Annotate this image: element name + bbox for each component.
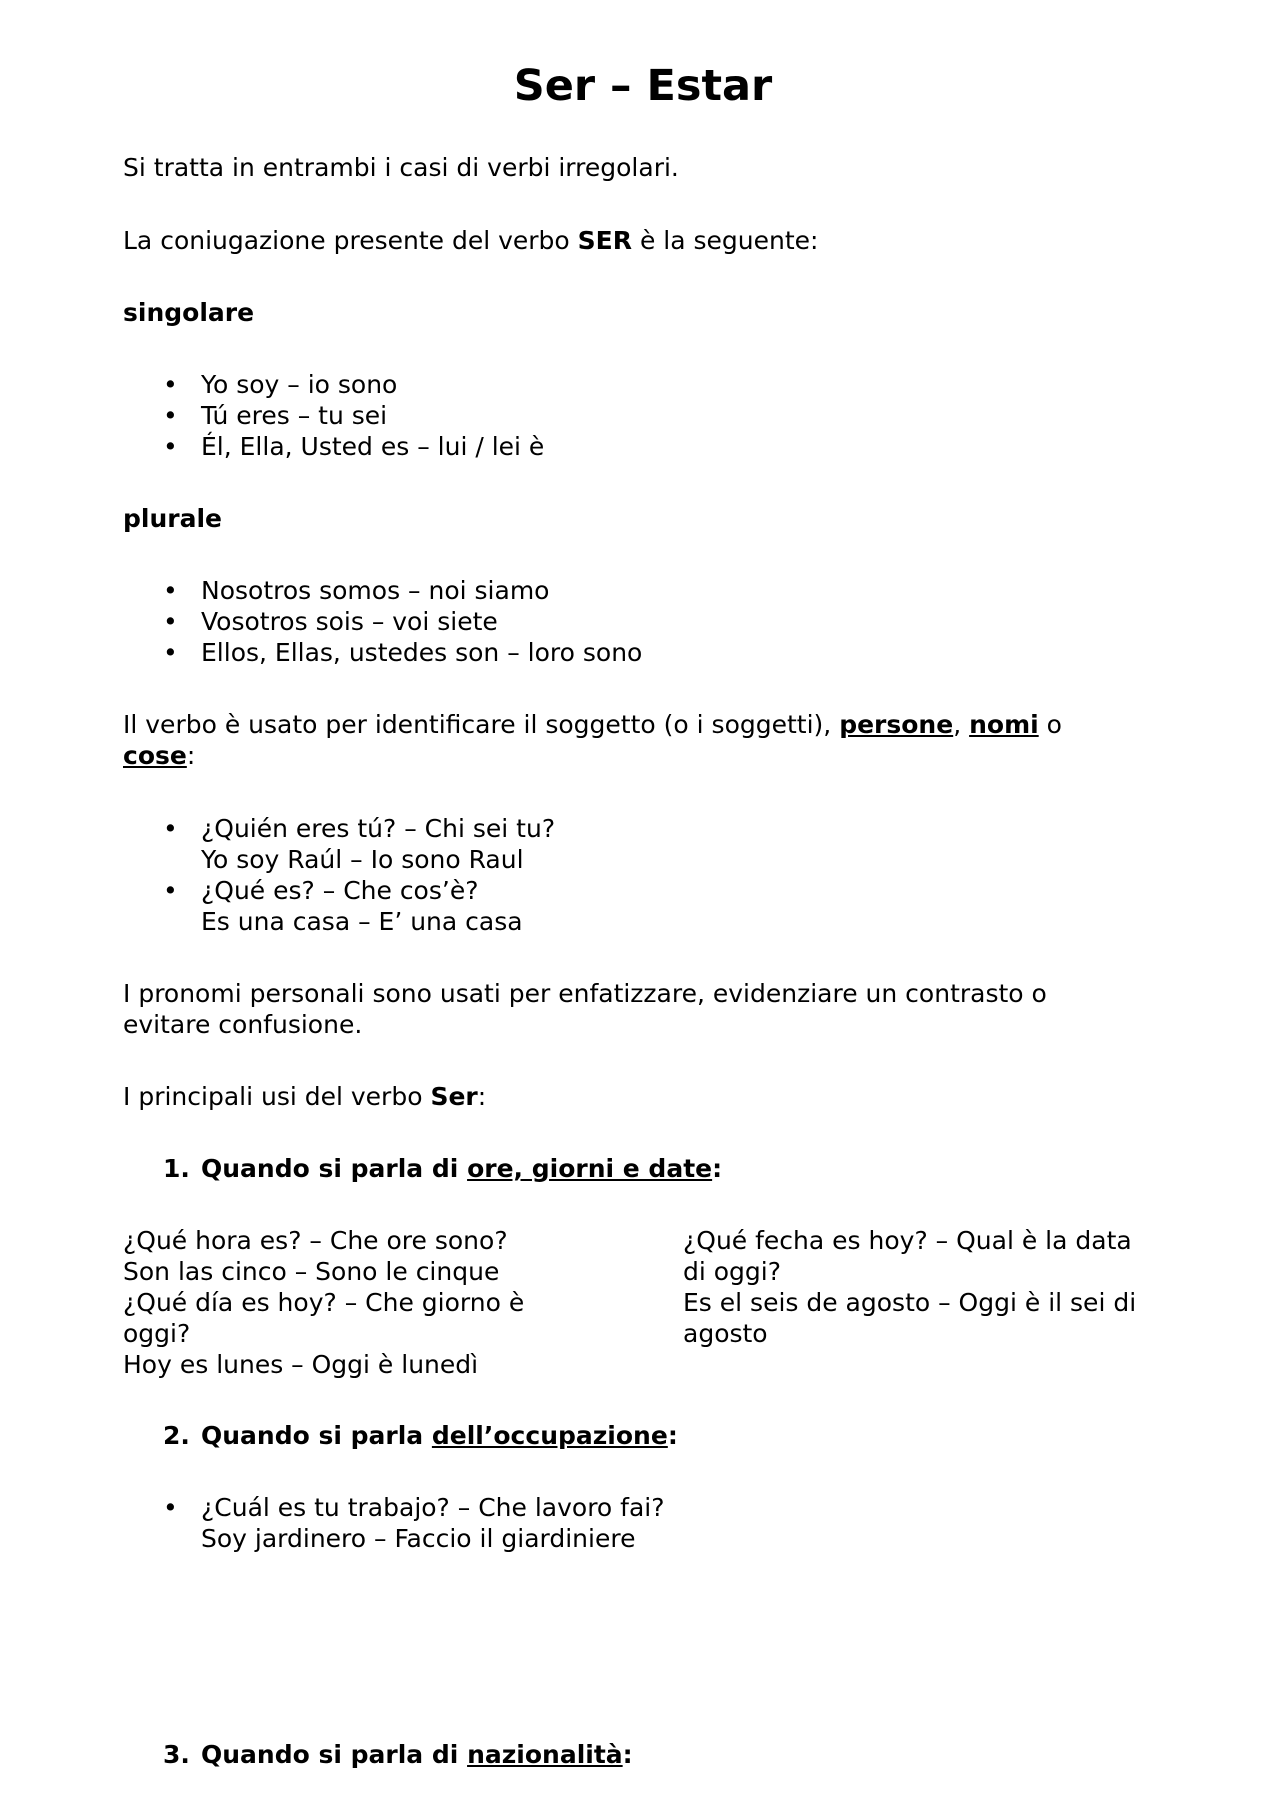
pronouns-note-line-1: I pronomi personali sono usati per enfatizzare, evidenziare un contrasto o [123, 979, 1047, 1008]
use-3-topic: nazionalità [467, 1740, 623, 1769]
pronouns-note [123, 978, 1163, 1040]
list-item [201, 813, 1151, 875]
plural-item-1: • Nosotros somos – noi siamo [201, 576, 550, 605]
use-1-left-column [123, 1225, 593, 1380]
use-1-left-line: oggi? [123, 1319, 191, 1348]
use-2-title [201, 1420, 678, 1451]
example-question: • ¿Cuál es tu trabajo? – Che lavoro fai? [201, 1493, 665, 1522]
page-title: Ser – Estar [513, 61, 773, 111]
example-question: • ¿Qué es? – Che cos’è? [201, 876, 479, 905]
use-1-right-line: di oggi? [683, 1257, 782, 1286]
identify-paragraph [123, 709, 1163, 771]
identify-line-2 [123, 740, 1163, 771]
use-3-colon: : [622, 1740, 633, 1769]
use-1-left-line: Son las cinco – Sono le cinque [123, 1257, 500, 1286]
pronouns-note-line-2: evitare confusione. [123, 1010, 363, 1039]
use-1-text: Quando si parla di [201, 1154, 468, 1183]
plural-item-2: • Vosotros sois – voi siete [201, 607, 498, 636]
identify-sep-1: , [953, 710, 970, 739]
use-1-right-line: ¿Qué fecha es hoy? – Qual è la data [683, 1226, 1132, 1255]
use-1-left-line: Hoy es lunes – Oggi è lunedì [123, 1350, 479, 1379]
list-item [201, 606, 1151, 637]
use-1-left-line: ¿Qué hora es? – Che ore sono? [123, 1226, 508, 1255]
list-item [201, 431, 1151, 462]
intro-paragraph: Si tratta in entrambi i casi di verbi irregolari. [123, 153, 679, 182]
use-1-right-line: Es el seis de agosto – Oggi è il sei di [683, 1288, 1137, 1317]
list-item [201, 637, 1151, 668]
uses-intro-text: I principali usi del verbo [123, 1082, 431, 1111]
list-item [201, 1492, 1151, 1554]
list-item [201, 369, 1151, 400]
use-3-title [201, 1739, 633, 1770]
uses-intro-end: : [477, 1082, 487, 1111]
singular-item-3: • Él, Ella, Usted es – lui / lei è [201, 432, 545, 461]
use-2-number: 2. [163, 1421, 190, 1450]
example-question: • ¿Quién eres tú? – Chi sei tu? [201, 814, 556, 843]
identify-text: Il verbo è usato per identificare il soggetto (o i soggetti), [123, 710, 840, 739]
use-1-right-column [683, 1225, 1163, 1349]
example-answer: Yo soy Raúl – Io sono Raul [201, 845, 524, 874]
identify-line-1 [123, 709, 1163, 740]
use-3-text: Quando si parla di [201, 1740, 468, 1769]
plural-item-3: • Ellos, Ellas, ustedes son – loro sono [201, 638, 643, 667]
use-1-topic: ore, giorni e date [467, 1154, 713, 1183]
use-1-colon: : [712, 1154, 723, 1183]
use-2-colon: : [667, 1421, 678, 1450]
example-answer: Es una casa – E’ una casa [201, 907, 523, 936]
uses-intro [123, 1081, 1163, 1112]
keyword-persone: persone [839, 710, 954, 739]
verb-ser-bold: SER [577, 226, 633, 255]
list-item [201, 575, 1151, 606]
keyword-nomi: nomi [969, 710, 1039, 739]
use-1-number: 1. [163, 1154, 190, 1183]
use-2-topic: dell’occupazione [431, 1421, 668, 1450]
singular-item-1: • Yo soy – io sono [201, 370, 398, 399]
conjugation-intro-text: La coniugazione presente del verbo [123, 226, 578, 255]
use-1-right-line: agosto [683, 1319, 768, 1348]
keyword-cose: cose [123, 741, 187, 770]
identify-sep-2: o [1038, 710, 1062, 739]
list-item [201, 400, 1151, 431]
example-answer: Soy jardinero – Faccio il giardiniere [201, 1524, 636, 1553]
use-3-number: 3. [163, 1740, 190, 1769]
identify-end: : [186, 741, 196, 770]
singular-item-2: • Tú eres – tu sei [201, 401, 388, 430]
use-1-left-line: ¿Qué día es hoy? – Che giorno è [123, 1288, 525, 1317]
verb-ser-bold: Ser [430, 1082, 478, 1111]
conjugation-intro-end: è la seguente: [632, 226, 819, 255]
use-2-text: Quando si parla [201, 1421, 432, 1450]
plural-heading: plurale [123, 504, 222, 533]
singular-heading: singolare [123, 298, 255, 327]
use-1-title [201, 1153, 722, 1184]
conjugation-intro [123, 225, 1163, 256]
list-item [201, 875, 1151, 937]
